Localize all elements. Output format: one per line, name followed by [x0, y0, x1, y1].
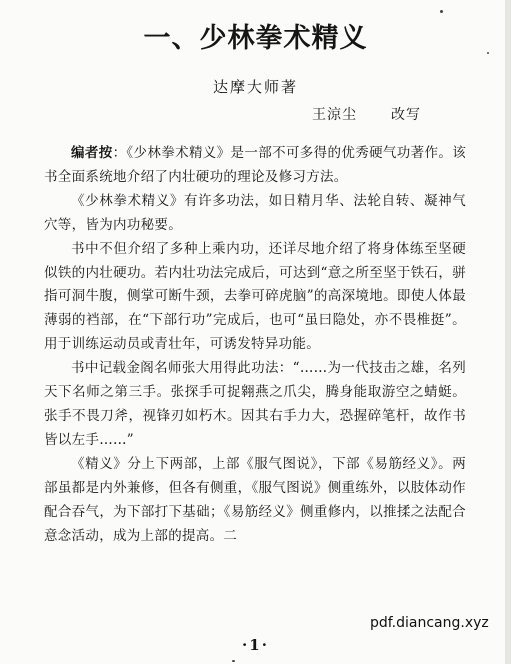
paragraph-3: 书中不但介绍了多种上乘内功，还详尽地介绍了将身体练至坚硬似铁的内壮硬功。若内壮功法完成后，可达到“意之所至坚于铁石，骈指可洞牛腹，侧掌可断牛颈，去拳可碎虎脑”的高深境地。即使人体最薄弱的裆部，在“下部行功”完成后，也可“虽曰隐处，亦不畏椎挺”。用于训练运动员或青壮年，可诱发特异功能。: [44, 240, 466, 353]
paragraph-5: 《精义》分上下两部，上部《服气图说》，下部《易筋经义》。两部虽都是内外兼修，但各有侧重，《服气图说》侧重练外，以肢体动作配合吞气，为下部打下基础；《易筋经义》侧重修内，以推揉之法配合意念活动，成为上部的提高。二: [44, 455, 466, 544]
editor-name: 王涼尘: [312, 107, 357, 123]
scan-speck: [487, 52, 489, 54]
watermark-url: pdf.diancang.xyz: [370, 615, 489, 631]
page-title: 一、少林拳术精义: [143, 23, 368, 54]
paragraph-2: 《少林拳术精义》有许多功法，如日精月华、法轮自转、凝神气穴等，皆为内功秘要。: [44, 192, 466, 233]
author-line: 达摩大师著: [212, 78, 298, 96]
scan-speck: [440, 10, 443, 13]
lead-label: 编者按: [71, 145, 113, 161]
paragraph-1: [44, 142, 466, 190]
editor-line: [312, 104, 421, 124]
scan-speck: [232, 660, 235, 662]
page-number: ·1·: [242, 636, 269, 654]
page-edge-shadow: [505, 0, 511, 664]
editor-role: 改写: [391, 107, 421, 123]
paragraph-1-text: ：《少林拳术精义》是一部不可多得的优秀硬气功著作。该书全面系统地介绍了内壮硬功的理论及修习方法。: [44, 145, 466, 185]
paragraph-4: 书中记载金阁名师张大用得此功法：“……为一代技击之雄，名列天下名师之第三手。张探手可捉翱燕之爪尖，腾身能取游空之蜻蜓。张手不畏刀斧，视锋刃如朽木。因其右手力大，恐握碎笔杆，故作书皆以左手……”: [44, 360, 466, 448]
body-text: [44, 142, 466, 548]
